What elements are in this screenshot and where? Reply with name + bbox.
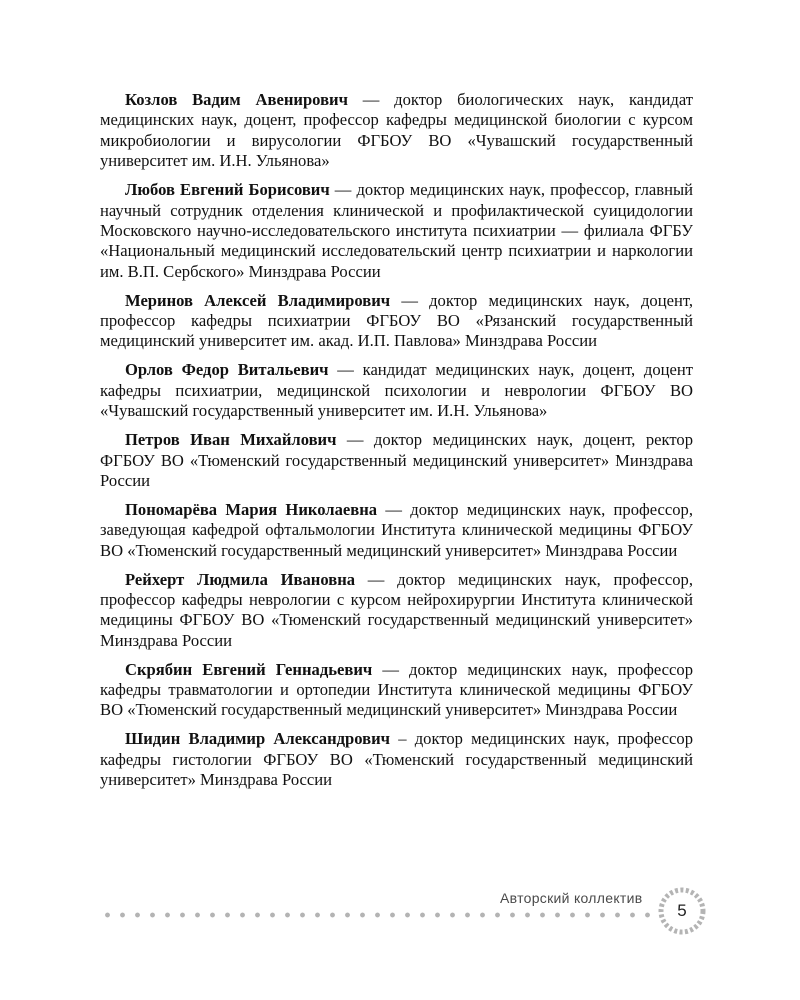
author-name: Пономарёва Мария Николаевна bbox=[125, 499, 378, 519]
author-name: Петров Иван Михайлович bbox=[125, 430, 337, 450]
author-entry bbox=[100, 291, 693, 352]
author-description: — доктор медицинских наук, профессор кафедры травматологии и ортопедии Института клинической медицины ФГБОУ ВО «Тюменский государственный медицинский университет» Минздрава России bbox=[100, 659, 693, 720]
author-name: Меринов Алексей Владимирович bbox=[125, 290, 391, 310]
author-description: — доктор медицинских наук, доцент, ректор ФГБОУ ВО «Тюменский государственный медицинский университет» Минздрава России bbox=[100, 430, 693, 490]
author-entry bbox=[100, 90, 693, 172]
page-number: 5 bbox=[677, 901, 687, 920]
author-name: Козлов Вадим Авенирович bbox=[125, 90, 348, 109]
author-name: Любов Евгений Борисович bbox=[125, 180, 330, 200]
author-entry bbox=[100, 570, 693, 652]
author-description: – доктор медицинских наук, профессор кафедры гистологии ФГБОУ ВО «Тюменский государственный медицинский университет» Минздрава России bbox=[100, 729, 694, 790]
author-entry bbox=[100, 500, 693, 561]
author-entry bbox=[100, 660, 693, 721]
author-name: Рейхерт Людмила Ивановна bbox=[125, 569, 356, 589]
author-description: — доктор медицинских наук, профессор, профессор кафедры неврологии с курсом нейрохирургии Института клинической медицины ФГБОУ ВО «Тюменский государственный медицинский университет» Минздрава России bbox=[100, 569, 693, 650]
dotted-divider bbox=[100, 912, 660, 918]
author-entry bbox=[100, 729, 693, 790]
running-footer-title: Авторский коллектив bbox=[500, 890, 643, 906]
author-description: — доктор биологических наук, кандидат медицинских наук, доцент, профессор кафедры медицинской биологии с курсом микробиологии и вирусологии ФГБОУ ВО «Чувашский государственный университет им. И.Н. Ульянова» bbox=[100, 90, 694, 171]
author-name: Скрябин Евгений Геннадьевич bbox=[125, 659, 373, 679]
author-description: — доктор медицинских наук, профессор, главный научный сотрудник отделения клинической и профилактической суицидологии Московского научно-исследовательского института психиатрии — филиала ФГБУ «Национальный медицинский исследовательский центр психиатрии и наркологии им. В.П. Сербского» Минздрава России bbox=[100, 180, 693, 281]
author-name: Орлов Федор Витальевич bbox=[125, 360, 329, 380]
author-entry bbox=[100, 180, 693, 282]
author-entry bbox=[100, 430, 693, 491]
author-name: Шидин Владимир Александрович bbox=[125, 729, 391, 749]
author-description: — доктор медицинских наук, профессор, заведующая кафедрой офтальмологии Института клинической медицины ФГБОУ ВО «Тюменский государственный медицинский университет» Минздрава России bbox=[100, 499, 693, 560]
author-description: — доктор медицинских наук, доцент, профессор кафедры психиатрии ФГБОУ ВО «Рязанский государственный медицинский университет им. акад. И.П. Павлова» Минздрава России bbox=[100, 290, 693, 351]
authors-list bbox=[100, 90, 693, 799]
author-description: — кандидат медицинских наук, доцент, доцент кафедры психиатрии, медицинской психологии и неврологии ФГБОУ ВО «Чувашский государственный университет им. И.Н. Ульянова» bbox=[100, 360, 693, 421]
author-entry bbox=[100, 360, 693, 421]
